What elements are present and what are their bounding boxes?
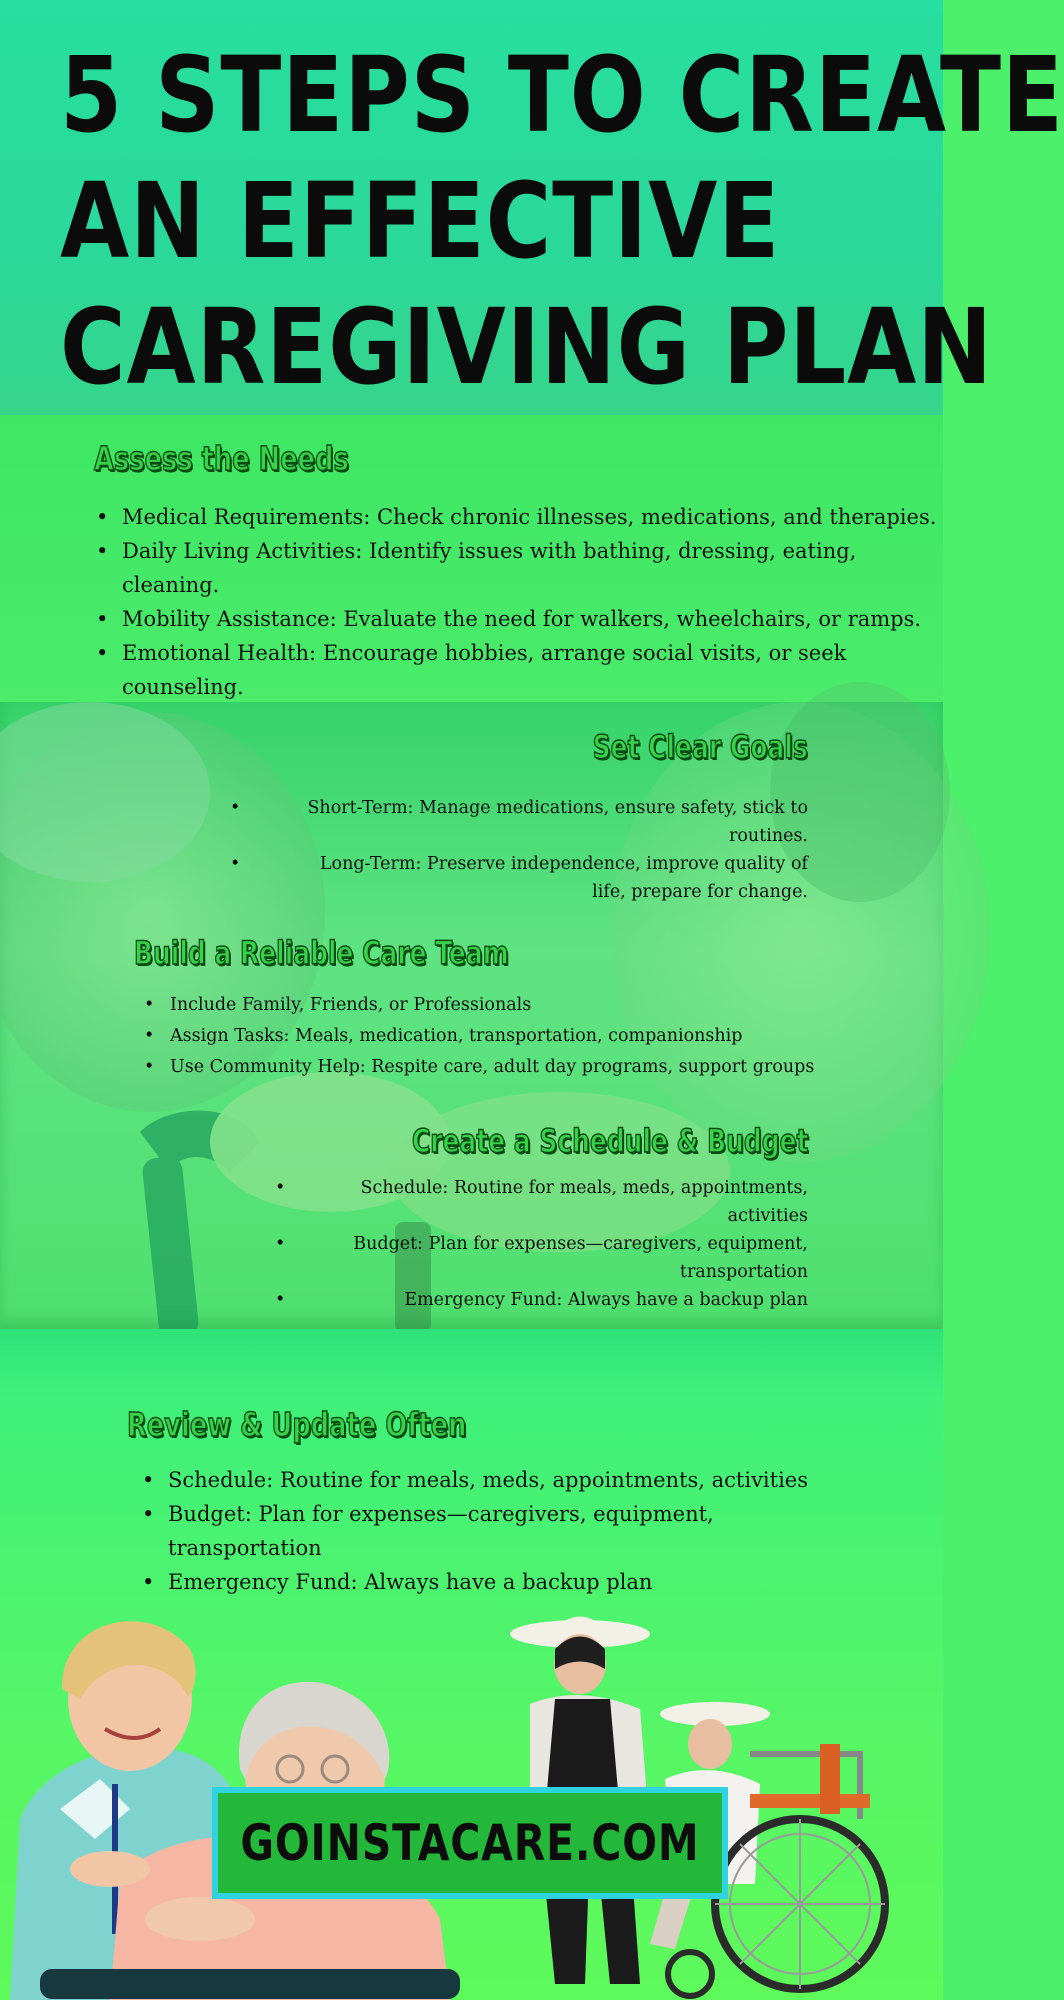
list-item: • Daily Living Activities: Identify issues with bathing, dressing, eating, cleaning. — [122, 534, 902, 602]
list-item: • Medical Requirements: Check chronic illnesses, medications, and therapies. — [122, 500, 937, 534]
list-item: • Use Community Help: Respite care, adult day programs, support groups — [170, 1052, 930, 1083]
page-title — [60, 32, 1064, 410]
step-list — [170, 990, 930, 1083]
step-list — [122, 500, 937, 704]
step-list — [300, 794, 808, 906]
photo-steps-section — [0, 702, 943, 1329]
list-item: • Short-Term: Manage medications, ensure safety, stick to routines. — [300, 794, 808, 850]
list-item: • Budget: Plan for expenses—caregivers, equipment, transportation — [345, 1230, 808, 1286]
step-list — [345, 1174, 808, 1314]
list-item: • Budget: Plan for expenses—caregivers, equipment, transportation — [168, 1497, 728, 1565]
title-line: 5 STEPS TO CREATE — [60, 34, 1064, 156]
list-item: • Schedule: Routine for meals, meds, appointments, activities — [345, 1174, 808, 1230]
list-item: • Emergency Fund: Always have a backup plan — [168, 1565, 848, 1599]
list-item: • Emotional Health: Encourage hobbies, arrange social visits, or seek counseling. — [122, 636, 902, 704]
list-item: • Assign Tasks: Meals, medication, transportation, companionship — [170, 1021, 930, 1052]
step-heading: Create a Schedule & Budget — [411, 1122, 808, 1160]
step-heading: Review & Update Often — [127, 1405, 467, 1444]
website-link-label: GOINSTACARE.COM — [240, 1814, 700, 1872]
step-assess-section — [0, 415, 943, 702]
list-item: • Long-Term: Preserve independence, improve quality of life, prepare for change. — [300, 850, 808, 906]
list-item: • Mobility Assistance: Evaluate the need for walkers, wheelchairs, or ramps. — [122, 602, 937, 636]
step-heading: Build a Reliable Care Team — [134, 934, 509, 972]
title-line: AN EFFECTIVE — [60, 160, 781, 282]
list-item: • Schedule: Routine for meals, meds, appointments, activities — [168, 1463, 848, 1497]
header-banner — [0, 0, 1064, 415]
step-heading: Set Clear Goals — [592, 728, 808, 766]
list-item: • Emergency Fund: Always have a backup plan — [345, 1286, 808, 1314]
title-line: CAREGIVING PLAN — [60, 286, 993, 408]
website-link-button[interactable] — [212, 1787, 728, 1899]
list-item: • Include Family, Friends, or Professionals — [170, 990, 930, 1021]
step-review-section — [0, 1329, 943, 2000]
step-heading: Assess the Needs — [94, 439, 349, 478]
